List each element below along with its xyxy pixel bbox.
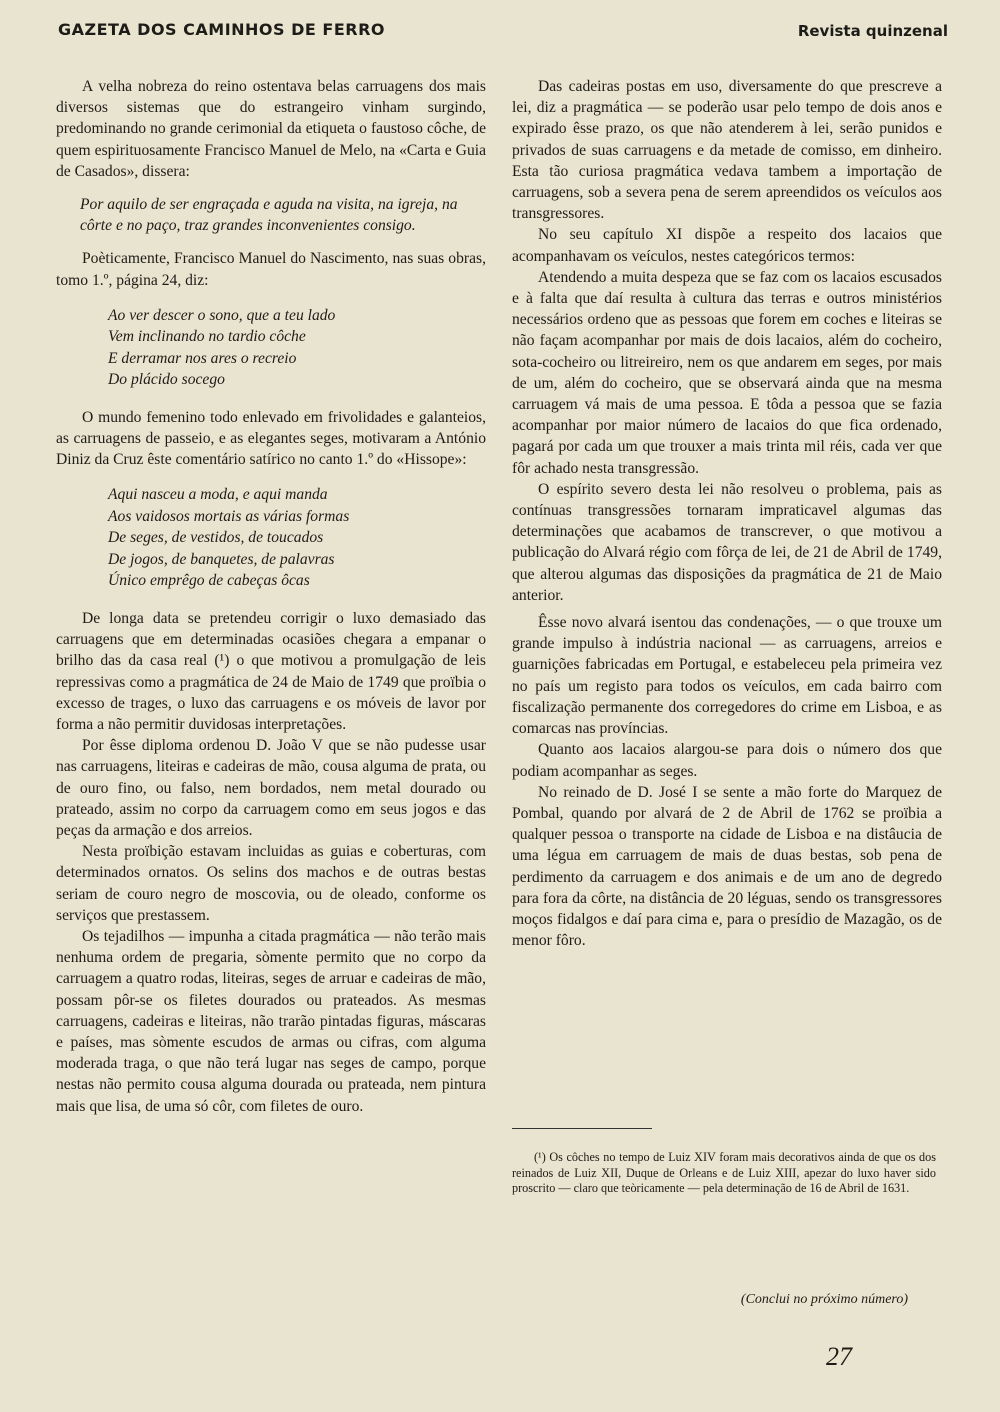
publication-title: GAZETA DOS CAMINHOS DE FERRO	[58, 20, 386, 39]
verse-line: Ao ver descer o sono, que a teu lado	[108, 306, 336, 324]
continuation-note: (Conclui no próximo número)	[740, 1292, 908, 1307]
paragraph: A velha nobreza do reino ostentava belas carruagens dos mais diversos sistemas que do estrangeiro vinham surgindo, predominando no grande cerimonial da etiqueta o faustoso côche, de quem espirituosamente Francisco Manuel de Melo, na «Carta e Guia de Casados», dissera:	[56, 78, 486, 180]
verse-block	[108, 484, 486, 592]
quotation: Por aquilo de ser engraçada e aguda na visita, na igreja, na côrte e no paço, traz grandes inconvenientes consigo.	[80, 196, 458, 235]
paragraph: Os tejadilhos — impunha a citada pragmática — não terão mais nenhuma ordem de pregaria, sòmente permito que no corpo da carruagem a quatro rodas, liteiras, seges de arruar e cadeiras de mão, possam pôr-se os filetes dourados ou prateados. As mesmas carruagens, cadeiras e liteiras, não trarão pintadas figuras, máscaras e países, mas sòmente escudos de armas ou cifras, com alguma moderada traga, o que não terá lugar nas seges de campo, porque nestas não permito cousa alguma dourada ou prateada, nem pintura mais que lisa, de uma só côr, com filetes de ouro.	[56, 927, 486, 1115]
issue-type: Revista quinzenal	[797, 22, 948, 40]
paragraph: O mundo femenino todo enlevado em frivolidades e galanteios, as carruagens de passeio, e as elegantes seges, motivaram a António Diniz da Cruz êste comentário satírico no canto 1.º do «Hissope»:	[56, 408, 486, 469]
paragraph: Por êsse diploma ordenou D. João V que se não pudesse usar nas carruagens, liteiras e cadeiras de mão, cousa alguma de prata, ou de ouro fino, ou falso, nem bordados, nem metal dourado ou prateado, assim no corpo da carruagem como em seus jogos e das peças da armação e dos arreios.	[56, 737, 486, 839]
paragraph: Quanto aos lacaios alargou-se para dois o número dos que podiam acompanhar as seges.	[512, 741, 942, 780]
verse-line: De jogos, de banquetes, de palavras	[108, 550, 335, 568]
verse-line: Aqui nasceu a moda, e aqui manda	[108, 486, 328, 504]
paragraph: Êsse novo alvará isentou das condenações, — o que trouxe um grande impulso à indústria nacional — as carruagens, arreios e guarnições fabricadas em Portugal, e estabeleceu pela primeira vez no país um registo para todos os veículos, em cada bairro com fiscalização permanente dos corregedores do crime em Lisboa, e as comarcas nas províncias.	[512, 614, 942, 738]
verse-line: E derramar nos ares o recreio	[108, 349, 297, 367]
paragraph: Poèticamente, Francisco Manuel do Nascimento, nas suas obras, tomo 1.º, página 24, diz:	[56, 250, 486, 289]
footnote: (¹) Os côches no tempo de Luiz XIV foram mais decorativos ainda de que os dos reinados de Luiz XII, Duque de Orleans e de Luiz XIII, apezar do luxo haver sido proscrito — claro que teòricamente — pela determinação de 16 de Abril de 1631.	[512, 1150, 936, 1196]
paragraph: Nesta proïbição estavam incluidas as guias e coberturas, com determinados ornatos. Os selins dos machos e de outras bestas seriam de couro negro de moscovia, ou de oleado, conforme os serviços que prestassem.	[56, 843, 486, 924]
paragraph: De longa data se pretendeu corrigir o luxo demasiado das carruagens que em determinadas ocasiões chegara a empanar o brilho das da casa real (¹) o que motivou a promulgação de leis repressivas como a pragmática de 24 de Maio de 1749 que proïbia o excesso de trages, o luxo das carruagens e os móveis de lavor por forma a não permitir duvidosas interpretações.	[56, 609, 486, 733]
paragraph: Atendendo a muita despeza que se faz com os lacaios escusados e à falta que daí resulta à cultura das terras e outros ministérios necessários ordeno que as pessoas que forem em coches e liteiras se não façam acompanhar por mais de dois lacaios, além do cocheiro, sota-cocheiro ou litreireiro, nem os que andarem em seges, por mais de um, além do cocheiro, que se observará ainda que na mesma carruagem vá mais de uma pessoa. E tôda a pessoa que se fazia acompanhar por maior número de lacaios do que fica ordenado, pagará por cada um que trouxer a mais trinta mil réis, cada ver que fôr achado nesta transgressão.	[512, 268, 942, 477]
verse-line: Aos vaidosos mortais as várias formas	[108, 507, 350, 525]
paragraph: O espírito severo desta lei não resolveu o problema, pais as contínuas transgressões tornaram impraticavel algumas das determinações que acabamos de transcrever, o que motivou a publicação do Alvará régio com fôrça de lei, de 21 de Abril de 1749, que alterou algumas das disposições da pragmática de 21 de Maio anterior.	[512, 480, 942, 604]
paragraph: No reinado de D. José I se sente a mão forte do Marquez de Pombal, quando por alvará de 2 de Abril de 1762 se proïbia a qualquer pessoa o transporte na cidade de Lisboa e na distâucia de uma légua em carruagem de mais de duas bestas, sob pena de perdimento da carruagem e dos animais e de um ano de degredo para fora da côrte, na distância de 20 léguas, sendo os transgressores moços fidalgos e daí para cima e, para o presídio de Mazagão, os de menor fôro.	[512, 783, 942, 950]
page-number: 27	[826, 1342, 852, 1371]
paragraph: Das cadeiras postas em uso, diversamente do que prescreve a lei, diz a pragmática — se poderão usar pelo tempo de dois anos e expirado êsse prazo, os que não atenderem à lei, serão punidos e privados de suas carruagens e da metade de comisso, em dinheiro. Esta tão curiosa pragmática vedava tambem a importação de carruagens, sob a severa pena de serem apreendidos os veículos aos transgressores.	[512, 78, 942, 223]
verse-line: Vem inclinando no tardio côche	[108, 328, 306, 346]
footnote-divider	[512, 1128, 652, 1129]
verse-line: De seges, de vestidos, de toucados	[108, 529, 324, 547]
verse-block	[108, 305, 486, 391]
right-column	[512, 76, 942, 951]
verse-line: Único emprêgo de cabeças ôcas	[108, 572, 310, 590]
verse-line: Do plácido socego	[108, 371, 225, 389]
left-column	[56, 76, 486, 1117]
paragraph: No seu capítulo XI dispõe a respeito dos lacaios que acompanhavam os veículos, nestes categóricos termos:	[512, 226, 942, 265]
